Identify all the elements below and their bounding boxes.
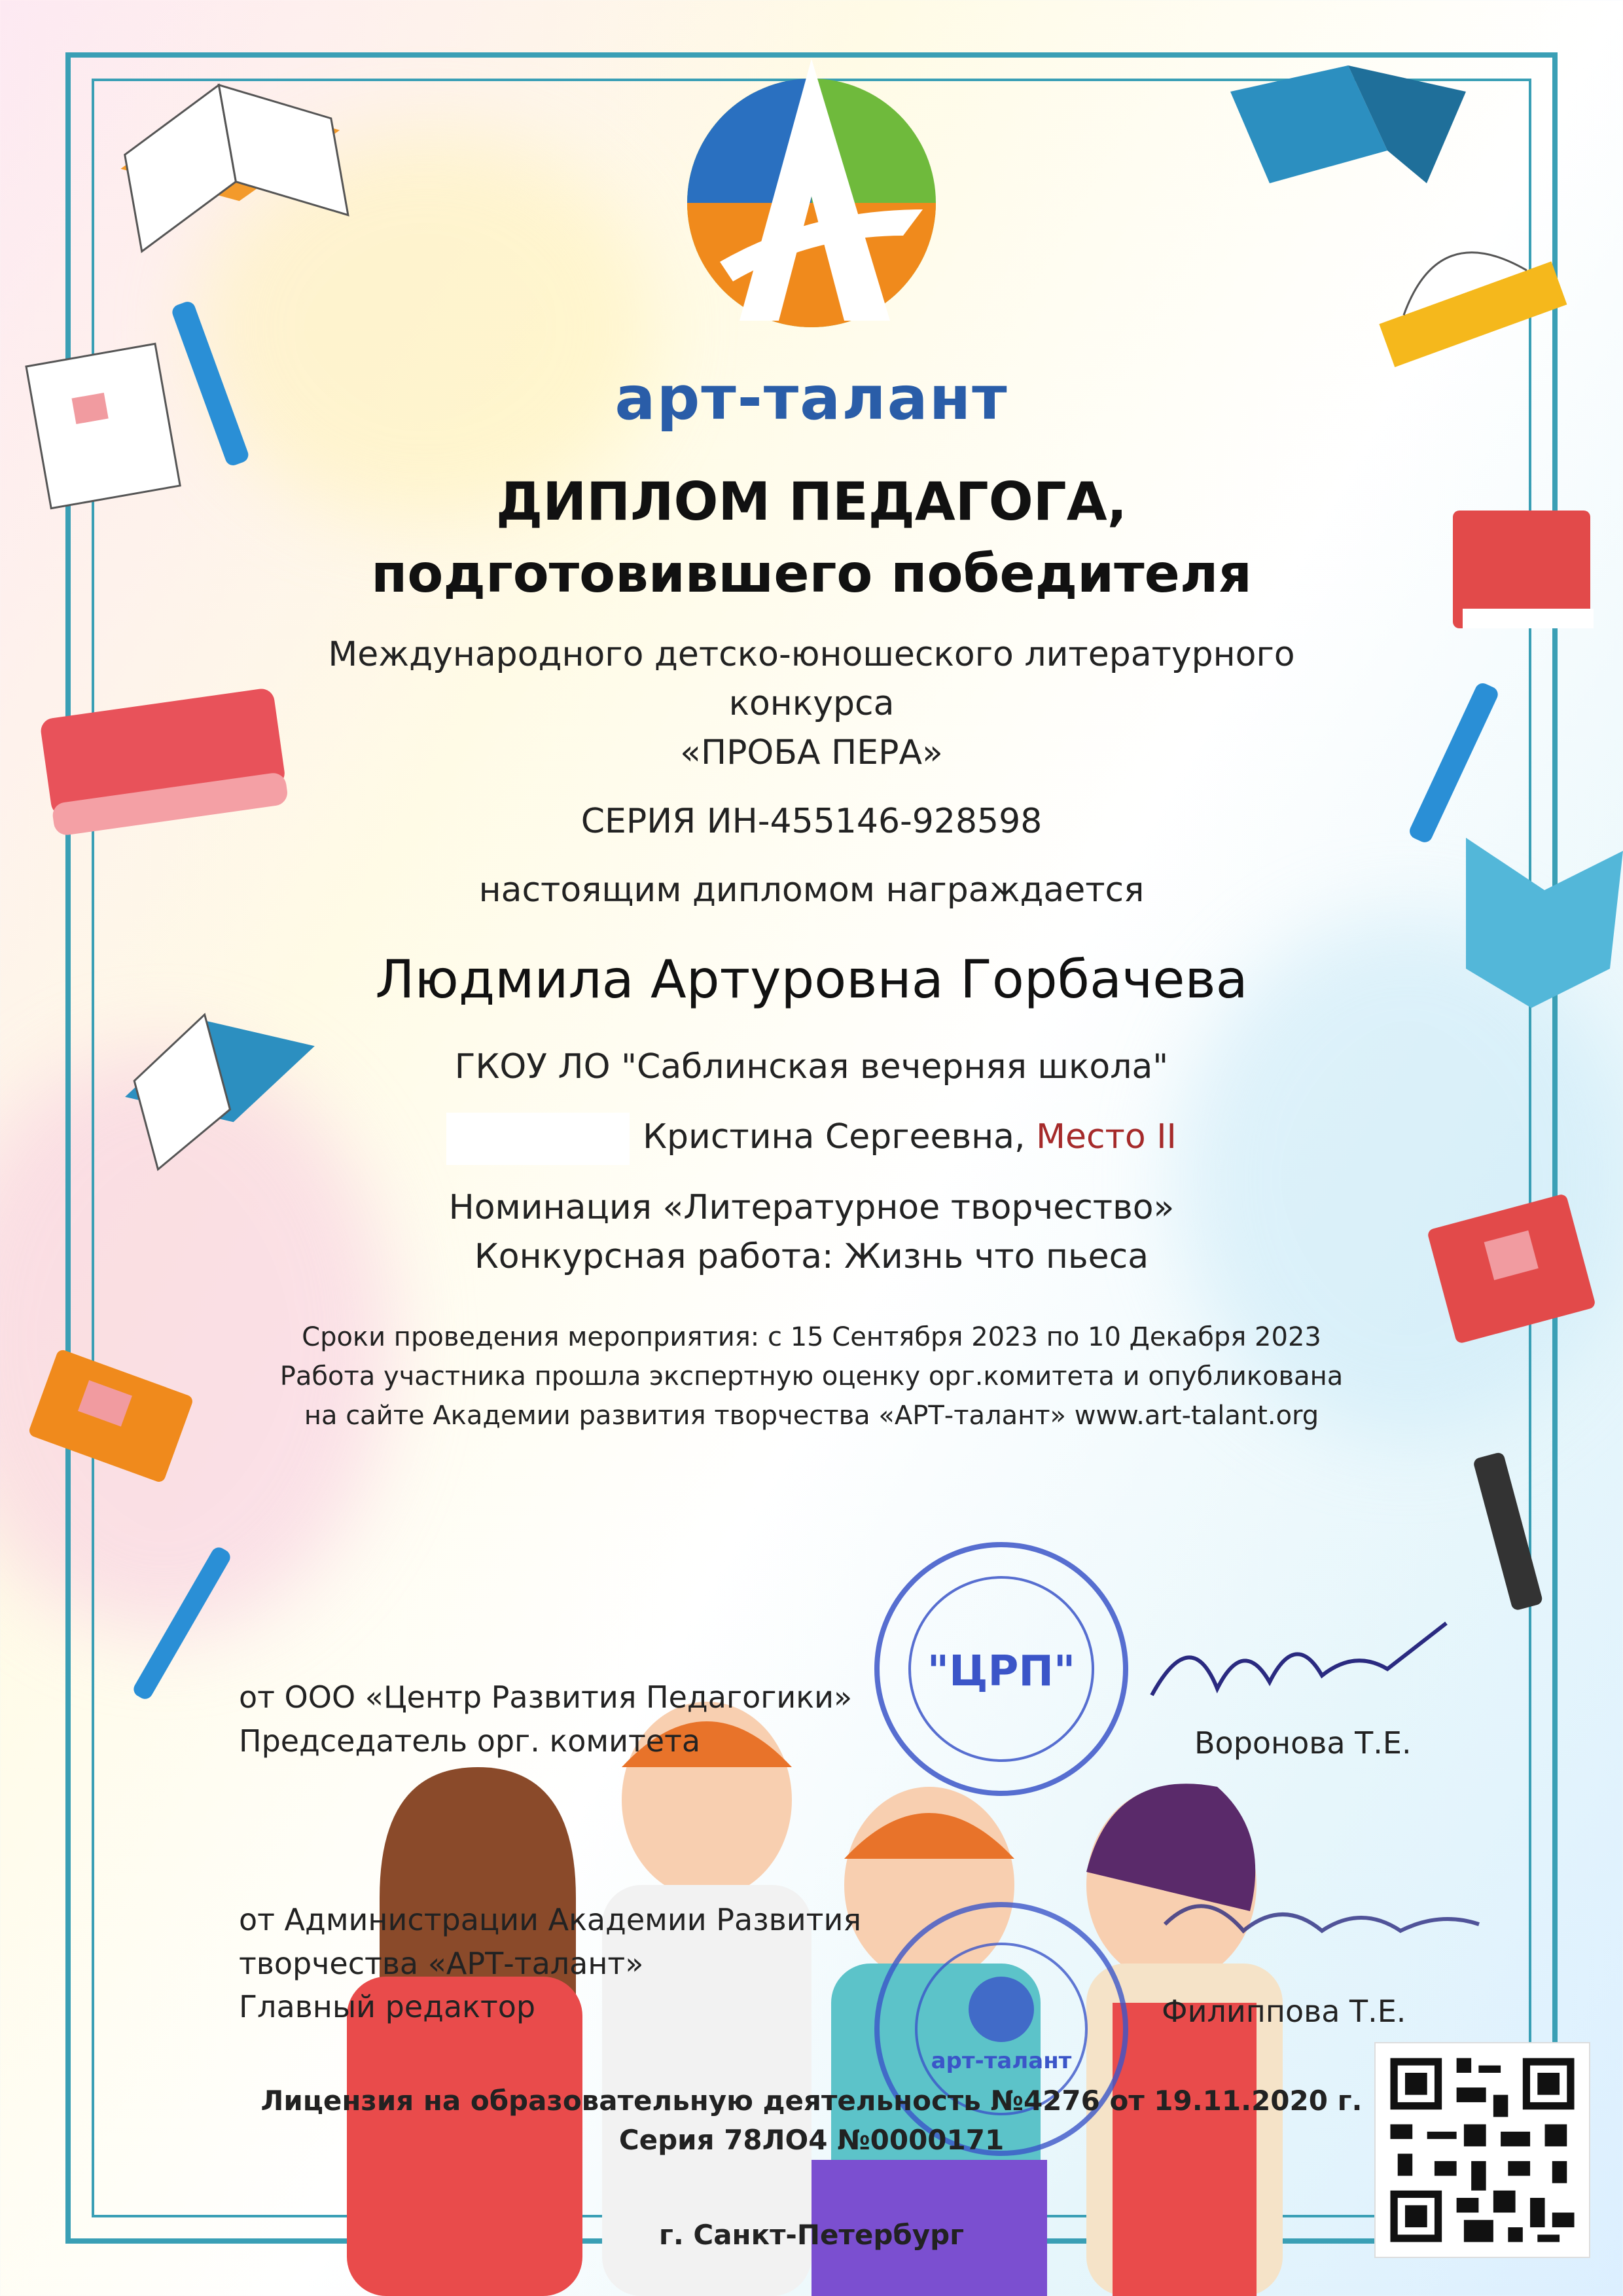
crp-stamp (864, 1532, 1139, 1806)
series-number: СЕРИЯ ИН-455146-928598 (580, 802, 1043, 841)
signatory2-org-cont: творчества «АРТ-талант» (239, 1945, 644, 1981)
contest-line-1: Международного детско-юношеского литературного (328, 635, 1295, 674)
review-note: Работа участника прошла экспертную оценку орг.комитета и опубликована (279, 1361, 1344, 1391)
license-line-1: Лицензия на образовательную деятельность №4276 от 19.11.2020 г. (260, 2085, 1363, 2117)
qr-code[interactable] (1374, 2042, 1590, 2258)
nomination: Номинация «Литературное творчество» (448, 1188, 1175, 1227)
signatory1-block (239, 1676, 852, 1763)
city: г. Санкт-Петербург (658, 2219, 965, 2251)
recipient-name: Людмила Артуровна Горбачева (375, 949, 1248, 1010)
signature-voronova (1139, 1610, 1466, 1728)
student-line (0, 1113, 1623, 1165)
student-place: Место II (1036, 1117, 1177, 1157)
brand-logo (681, 46, 942, 373)
signatory2-org: от Администрации Академии Развития (239, 1902, 862, 1937)
license-line-2: Серия 78ЛО4 №0000171 (618, 2124, 1005, 2156)
logo-wordmark: арт-талант (615, 363, 1008, 433)
contest-name: «ПРОБА ПЕРА» (680, 733, 943, 772)
signatory1-name: Воронова Т.Е. (1194, 1725, 1412, 1761)
qr-code-icon (1376, 2043, 1589, 2257)
art-talant-stamp-center: арт-талант (931, 2048, 1072, 2074)
redacted-block (446, 1113, 630, 1165)
signatory2-role: Главный редактор (239, 1989, 536, 2025)
diploma-subtitle: подготовившего победителя (371, 543, 1252, 604)
awarded-text: настоящим дипломом награждается (478, 870, 1145, 910)
art-talant-logo-icon (681, 46, 942, 373)
publication-site: на сайте Академии развития творчества «АРТ-талант» www.art-talant.org (304, 1401, 1319, 1431)
recipient-organization: ГКОУ ЛО "Саблинская вечерняя школа" (454, 1047, 1169, 1086)
student-name: Кристина Сергеевна, (643, 1117, 1026, 1157)
contest-line-2: конкурса (728, 684, 895, 723)
signatory1-role: Председатель орг. комитета (239, 1723, 701, 1759)
signatory1-org: от ООО «Центр Развития Педагогики» (239, 1679, 853, 1715)
crp-stamp-center: "ЦРП" (927, 1647, 1076, 1696)
signature-filippova (1152, 1872, 1492, 1977)
diploma-title: ДИПЛОМ ПЕДАГОГА, (495, 471, 1128, 532)
girl-left-figure (347, 1767, 582, 2296)
signatory2-name: Филиппова Т.Е. (1162, 1994, 1406, 2029)
signatory2-block (239, 1898, 861, 2029)
contest-work: Конкурсная работа: Жизнь что пьеса (474, 1237, 1149, 1276)
event-dates: Сроки проведения мероприятия: с 15 Сентября 2023 по 10 Декабря 2023 (302, 1322, 1321, 1352)
